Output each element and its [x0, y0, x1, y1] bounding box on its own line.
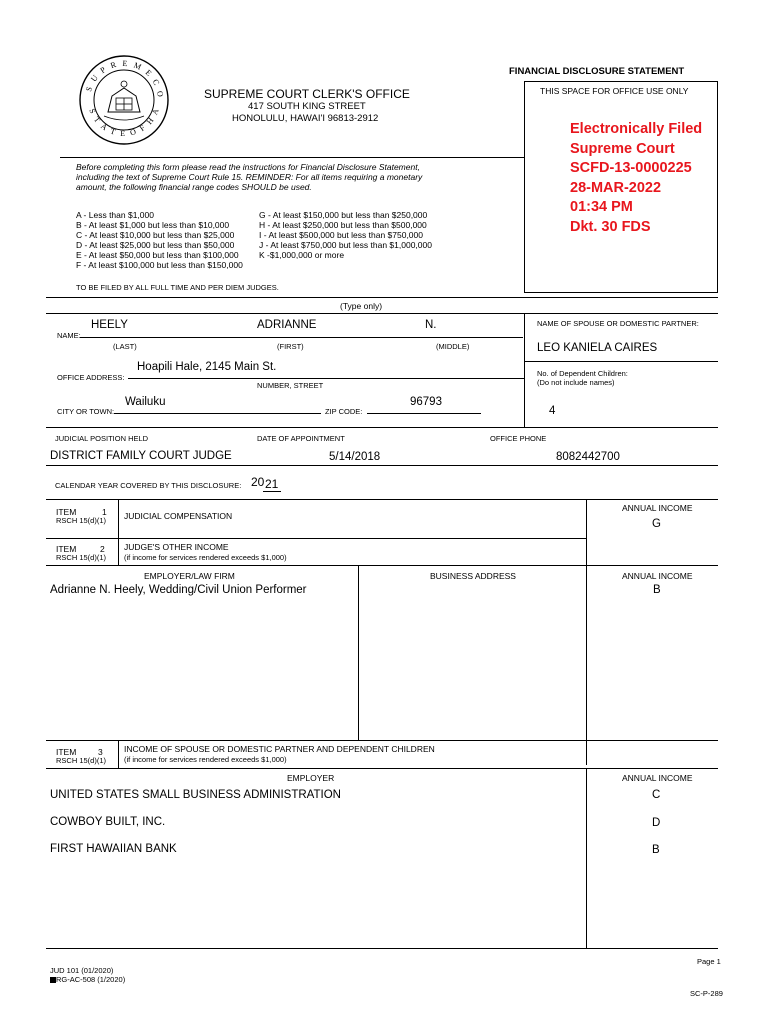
- form-code: RG-AC-508 (1/2020): [50, 975, 125, 984]
- item3-row2-employer[interactable]: COWBOY BUILT, INC.: [50, 816, 166, 828]
- item3-col-employer: EMPLOYER: [287, 773, 335, 783]
- item2-rule: RSCH 15(d)(1): [56, 553, 107, 562]
- efile-stamp: [570, 120, 702, 237]
- item1-number: 1: [102, 507, 107, 517]
- item3-row2-income[interactable]: D: [652, 817, 661, 829]
- stamp-line1: Electronically Filed: [570, 121, 703, 137]
- code-d: D - At least $25,000 but less than $50,000: [76, 240, 235, 250]
- item2-row-income[interactable]: B: [653, 584, 661, 596]
- spouse-label: NAME OF SPOUSE OR DOMESTIC PARTNER:: [537, 319, 699, 328]
- street-caption: NUMBER, STREET: [257, 381, 324, 390]
- office-address-label: OFFICE ADDRESS:: [57, 373, 125, 382]
- item2-title: JUDGE'S OTHER INCOME: [124, 542, 229, 552]
- dependents-label: No. of Dependent Children: (Do not include names): [537, 369, 628, 387]
- type-only-label: (Type only): [340, 301, 383, 311]
- item3-row3-income[interactable]: B: [652, 844, 660, 856]
- code-e: E - At least $50,000 but less than $100,000: [76, 250, 239, 260]
- item1-rule: RSCH 15(d)(1): [56, 516, 107, 525]
- last-name-caption: (LAST): [113, 342, 137, 351]
- zip-label: ZIP CODE:: [325, 407, 363, 416]
- code-f: F - At least $100,000 but less than $150,000: [76, 260, 243, 270]
- code-i: I - At least $500,000 but less than $750,000: [259, 230, 423, 240]
- dependents-count[interactable]: 4: [549, 405, 556, 417]
- item3-row1-employer[interactable]: UNITED STATES SMALL BUSINESS ADMINISTRATION: [50, 789, 341, 801]
- city-value[interactable]: Wailuku: [125, 396, 166, 408]
- item2-row-employer[interactable]: Adrianne N. Heely, Wedding/Civil Union Performer: [50, 584, 307, 596]
- item3-row3-employer[interactable]: FIRST HAWAIIAN BANK: [50, 843, 177, 855]
- office-use-label: THIS SPACE FOR OFFICE USE ONLY: [540, 86, 689, 96]
- first-name-caption: (FIRST): [277, 342, 304, 351]
- office-address-line2: HONOLULU, HAWAI'I 96813-2912: [232, 113, 379, 124]
- year-value[interactable]: 21: [265, 477, 279, 491]
- item2-col-income: ANNUAL INCOME: [622, 571, 693, 581]
- instructions: Before completing this form please read the instructions for Financial Disclosure Statement, including the text of Supreme Court Rule 15. REMINDER: For all items requiring a monetary amount, the following financial range codes SHOULD be used.: [76, 162, 423, 192]
- stamp-line5: 01:34 PM: [570, 199, 633, 215]
- item2-subtitle: (if income for services rendered exceeds $1,000): [124, 553, 287, 562]
- stamp-line4: 28-MAR-2022: [570, 179, 662, 196]
- appointment-label: DATE OF APPOINTMENT: [257, 434, 345, 443]
- item1-income-label: ANNUAL INCOME: [622, 503, 693, 513]
- stamp-line6: Dkt. 30 FDS: [570, 218, 651, 235]
- item3-subtitle: (if income for services rendered exceeds $1,000): [124, 755, 287, 764]
- code-a: A - Less than $1,000: [76, 210, 154, 220]
- year-prefix: 20: [251, 475, 265, 489]
- item3-title: INCOME OF SPOUSE OR DOMESTIC PARTNER AND DEPENDENT CHILDREN: [124, 744, 435, 754]
- item3-label: ITEM: [56, 747, 77, 757]
- city-label: CITY OR TOWN:: [57, 407, 115, 416]
- year-label: CALENDAR YEAR COVERED BY THIS DISCLOSURE:: [55, 481, 242, 490]
- page-number: Page 1: [697, 957, 721, 966]
- position-value[interactable]: DISTRICT FAMILY COURT JUDGE: [50, 450, 232, 462]
- svg-text:S U P R E M E C O U R T: S U P R E M E C O: [84, 58, 166, 100]
- code-b: B - At least $1,000 but less than $10,000: [76, 220, 230, 230]
- item2-col-employer: EMPLOYER/LAW FIRM: [144, 571, 235, 581]
- code-h: H - At least $250,000 but less than $500,000: [259, 220, 427, 230]
- filed-by-note: TO BE FILED BY ALL FULL TIME AND PER DIEM JUDGES.: [76, 283, 279, 292]
- phone-value[interactable]: 8082442700: [556, 451, 620, 463]
- item2-col-address: BUSINESS ADDRESS: [430, 571, 516, 581]
- svg-text:S T A T E O F H A W A I I: S T A T E O F H A: [87, 106, 162, 139]
- item1-title: JUDICIAL COMPENSATION: [124, 511, 233, 521]
- first-name[interactable]: ADRIANNE: [257, 319, 317, 331]
- last-name[interactable]: HEELY: [91, 319, 128, 331]
- court-seal: [78, 54, 170, 146]
- range-codes-left: [76, 210, 243, 270]
- item2-number: 2: [100, 544, 105, 554]
- code-g: G - At least $150,000 but less than $250,000: [259, 210, 428, 220]
- item3-col-income: ANNUAL INCOME: [622, 773, 693, 783]
- appointment-value[interactable]: 5/14/2018: [329, 451, 381, 463]
- position-label: JUDICIAL POSITION HELD: [55, 434, 149, 443]
- stamp-line2: Supreme Court: [570, 140, 675, 157]
- form-title: FINANCIAL DISCLOSURE STATEMENT: [509, 66, 685, 77]
- office-address-value[interactable]: Hoapili Hale, 2145 Main St.: [137, 361, 277, 373]
- middle-name-caption: (MIDDLE): [436, 342, 470, 351]
- range-codes-right: [259, 210, 432, 260]
- item1-income-code[interactable]: G: [652, 518, 661, 530]
- code-k: K -$1,000,000 or more: [259, 250, 345, 260]
- phone-label: OFFICE PHONE: [490, 434, 547, 443]
- item1-label: ITEM: [56, 507, 77, 517]
- office-address-line1: 417 SOUTH KING STREET: [248, 101, 366, 112]
- stamp-line3: SCFD-13-0000225: [570, 160, 692, 176]
- code-c: C - At least $10,000 but less than $25,000: [76, 230, 235, 240]
- item3-row1-income[interactable]: C: [652, 789, 661, 801]
- spouse-name[interactable]: LEO KANIELA CAIRES: [537, 342, 658, 354]
- name-label: NAME:: [57, 331, 81, 340]
- office-name: SUPREME COURT CLERK'S OFFICE: [204, 87, 410, 101]
- zip-value[interactable]: 96793: [410, 396, 442, 408]
- form-number: JUD 101 (01/2020): [50, 966, 114, 975]
- item3-number: 3: [98, 747, 103, 757]
- item2-label: ITEM: [56, 544, 77, 554]
- item3-rule: RSCH 15(d)(1): [56, 756, 107, 765]
- middle-name[interactable]: N.: [425, 319, 437, 331]
- document-code: SC-P-289: [690, 989, 723, 998]
- code-j: J - At least $750,000 but less than $1,000,000: [259, 240, 432, 250]
